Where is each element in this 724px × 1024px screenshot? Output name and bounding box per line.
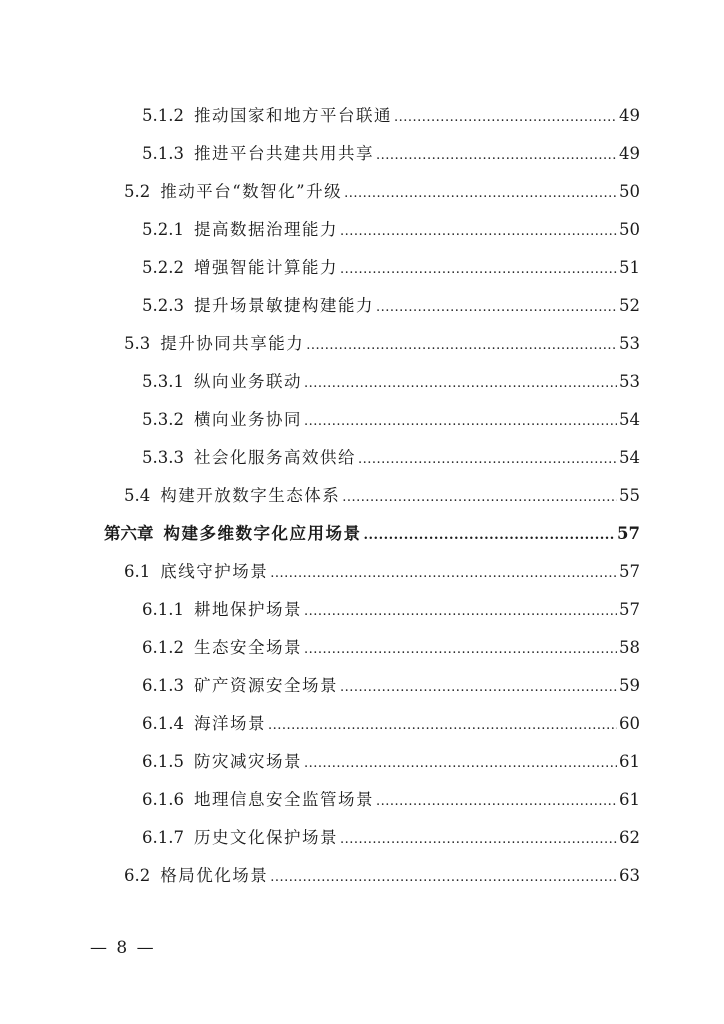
toc-entry-title: 海洋场景 <box>193 714 266 733</box>
toc-entry[interactable] <box>142 140 640 170</box>
toc-dot-leader <box>304 642 617 657</box>
toc-entry[interactable] <box>142 292 640 322</box>
toc-entry-number: 5.1.3 <box>142 144 184 163</box>
toc-entry[interactable] <box>142 216 640 246</box>
toc-entry-page: 61 <box>619 752 640 771</box>
toc-entry-page: 63 <box>619 866 640 885</box>
toc-entry-title: 推动平台“数智化”升级 <box>160 182 343 201</box>
toc-dot-leader <box>340 680 617 695</box>
toc-entry[interactable] <box>142 710 640 740</box>
toc-entry[interactable] <box>124 862 640 892</box>
toc-entry-number: 第六章 <box>104 524 154 543</box>
toc-entry[interactable] <box>142 406 640 436</box>
toc-entry[interactable] <box>124 330 640 360</box>
toc-entry-page: 59 <box>619 676 640 695</box>
toc-dot-leader <box>340 832 617 847</box>
toc-entry[interactable] <box>142 748 640 778</box>
toc-dot-leader <box>304 604 617 619</box>
toc-dot-leader <box>268 718 617 733</box>
toc-entry-page: 62 <box>619 828 640 847</box>
toc-entry-title: 防灾减灾场景 <box>193 752 302 771</box>
toc-dot-leader <box>304 756 617 771</box>
toc-entry-title: 构建开放数字生态体系 <box>160 486 341 505</box>
toc-entry-title: 底线守护场景 <box>160 562 269 581</box>
toc-entry-title: 社会化服务高效供给 <box>193 448 356 467</box>
toc-entry[interactable] <box>142 368 640 398</box>
toc-entry-number: 6.2 <box>124 866 151 885</box>
toc-entry-number: 5.3.1 <box>142 372 184 391</box>
toc-entry-number: 6.1.2 <box>142 638 184 657</box>
toc-entry-title: 提升场景敏捷构建能力 <box>193 296 374 315</box>
toc-entry-page: 61 <box>619 790 640 809</box>
toc-entry-title: 格局优化场景 <box>160 866 269 885</box>
toc-entry[interactable] <box>142 444 640 474</box>
toc-entry[interactable] <box>142 634 640 664</box>
toc-dot-leader <box>376 794 617 809</box>
toc-entry-title: 构建多维数字化应用场景 <box>163 524 362 543</box>
toc-entry-number: 5.3.3 <box>142 448 184 467</box>
toc-entry-title: 横向业务协同 <box>193 410 302 429</box>
toc-entry[interactable] <box>142 824 640 854</box>
toc-entry[interactable] <box>142 786 640 816</box>
toc-entry-page: 53 <box>619 334 640 353</box>
toc-entry-page: 49 <box>619 106 640 125</box>
toc-entry-number: 6.1.5 <box>142 752 184 771</box>
toc-entry-title: 矿产资源安全场景 <box>193 676 338 695</box>
toc-entry-title: 推动国家和地方平台联通 <box>193 106 392 125</box>
toc-entry-title: 纵向业务联动 <box>193 372 302 391</box>
toc-entry-page: 60 <box>619 714 640 733</box>
toc-entry-title: 提升协同共享能力 <box>160 334 305 353</box>
toc-entry-page: 57 <box>617 524 640 543</box>
toc-dot-leader <box>306 338 617 353</box>
toc-entry-page: 50 <box>619 182 640 201</box>
toc-entry-number: 5.2 <box>124 182 151 201</box>
toc-dot-leader <box>364 528 616 543</box>
toc-dot-leader <box>270 566 617 581</box>
toc-dot-leader <box>270 870 617 885</box>
toc-entry-number: 6.1.3 <box>142 676 184 695</box>
toc-entry-number: 5.1.2 <box>142 106 184 125</box>
toc-entry-number: 6.1.4 <box>142 714 184 733</box>
toc-entry-title: 提高数据治理能力 <box>193 220 338 239</box>
toc-dot-leader <box>358 452 617 467</box>
toc-entry[interactable] <box>124 482 640 512</box>
toc-dot-leader <box>304 376 617 391</box>
toc-entry-number: 6.1 <box>124 562 151 581</box>
toc-entry-title: 耕地保护场景 <box>193 600 302 619</box>
toc-dot-leader <box>340 262 617 277</box>
toc-entry-page: 55 <box>619 486 640 505</box>
toc-dot-leader <box>304 414 617 429</box>
page-number-footer: — 8 — <box>90 938 156 958</box>
toc-entry-page: 51 <box>619 258 640 277</box>
toc-entry-number: 5.2.2 <box>142 258 184 277</box>
toc-entry[interactable] <box>142 672 640 702</box>
toc-dot-leader <box>394 110 617 125</box>
toc-entry[interactable] <box>142 254 640 284</box>
toc-entry-title: 历史文化保护场景 <box>193 828 338 847</box>
toc-entry-page: 57 <box>619 562 640 581</box>
toc-entry-page: 57 <box>619 600 640 619</box>
toc-dot-leader <box>344 186 617 201</box>
toc-entry-page: 54 <box>619 448 640 467</box>
toc-entry[interactable] <box>142 596 640 626</box>
toc-entry-number: 6.1.6 <box>142 790 184 809</box>
toc-chapter-entry[interactable] <box>104 520 640 550</box>
toc-entry-number: 6.1.7 <box>142 828 184 847</box>
toc-entry[interactable] <box>124 558 640 588</box>
toc-entry-number: 5.3.2 <box>142 410 184 429</box>
toc-dot-leader <box>342 490 617 505</box>
toc-entry-page: 49 <box>619 144 640 163</box>
toc-entry-number: 6.1.1 <box>142 600 184 619</box>
toc-entry-page: 54 <box>619 410 640 429</box>
toc-entry-page: 50 <box>619 220 640 239</box>
toc-entry-number: 5.2.3 <box>142 296 184 315</box>
toc-entry[interactable] <box>142 102 640 132</box>
toc-entry-title: 增强智能计算能力 <box>193 258 338 277</box>
toc-entry-title: 地理信息安全监管场景 <box>193 790 374 809</box>
toc-entry-title: 推进平台共建共用共享 <box>193 144 374 163</box>
toc-entry-page: 52 <box>619 296 640 315</box>
toc-entry-number: 5.3 <box>124 334 151 353</box>
toc-dot-leader <box>340 224 617 239</box>
toc-entry[interactable] <box>124 178 640 208</box>
toc-dot-leader <box>376 148 617 163</box>
toc-dot-leader <box>376 300 617 315</box>
toc-entry-number: 5.2.1 <box>142 220 184 239</box>
toc-entry-page: 58 <box>619 638 640 657</box>
toc-entry-title: 生态安全场景 <box>193 638 302 657</box>
toc-entry-page: 53 <box>619 372 640 391</box>
toc-entry-number: 5.4 <box>124 486 151 505</box>
